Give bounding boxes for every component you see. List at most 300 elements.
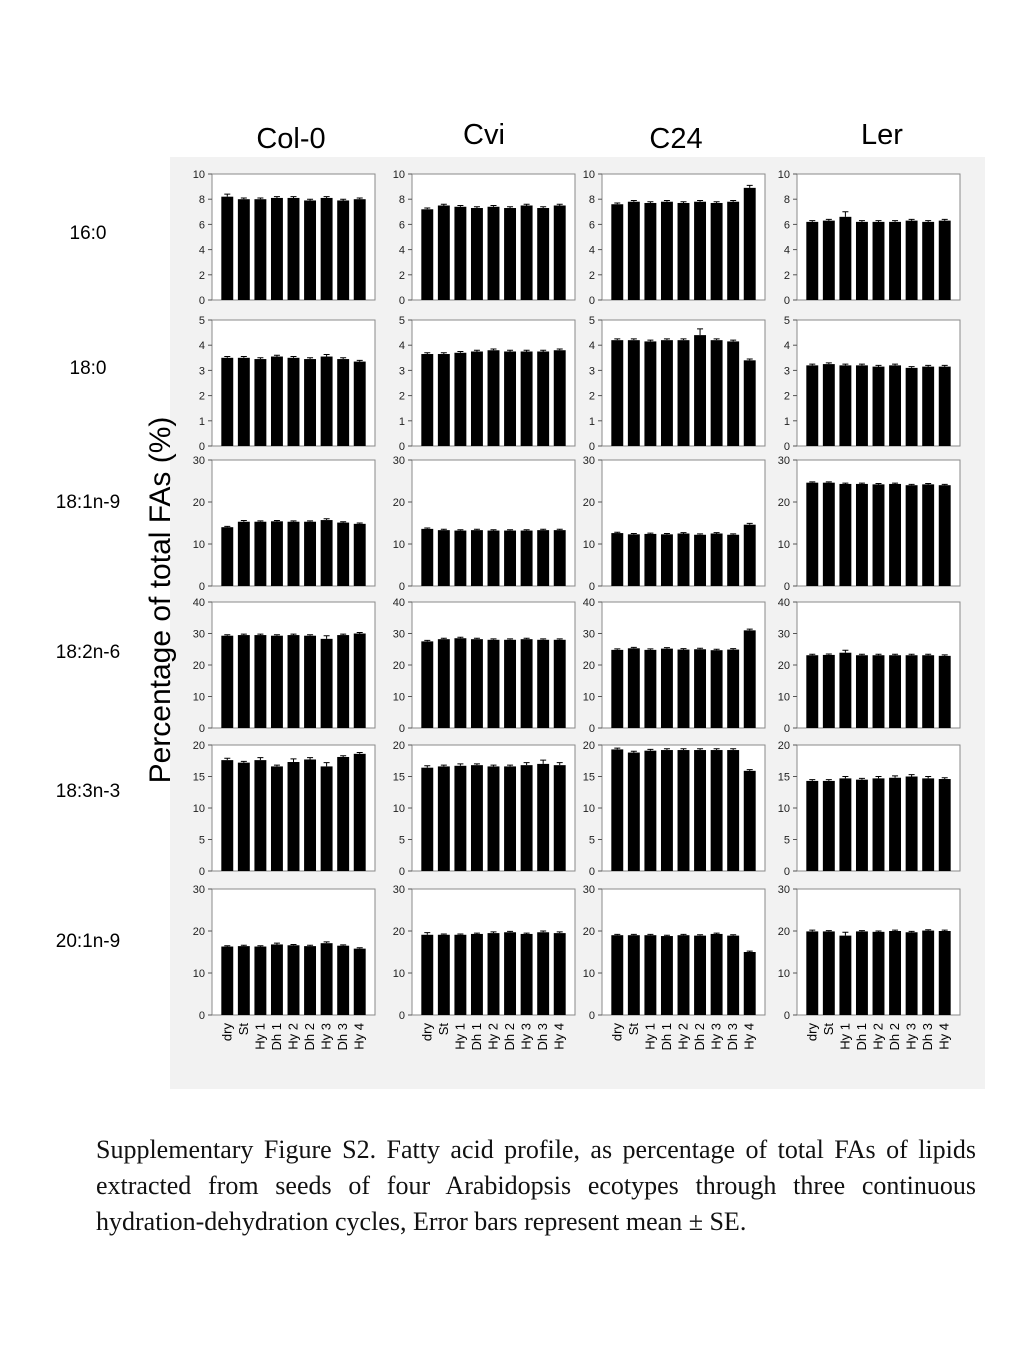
bar bbox=[644, 534, 656, 586]
y-tick-label: 10 bbox=[582, 539, 595, 551]
bar bbox=[521, 934, 533, 1015]
bar bbox=[856, 780, 868, 871]
bar bbox=[454, 207, 466, 300]
bar bbox=[839, 936, 851, 1015]
bar bbox=[644, 650, 656, 728]
y-tick-label: 20 bbox=[777, 497, 790, 509]
panel-ler-18-3n-3 bbox=[778, 740, 960, 878]
bar bbox=[628, 340, 640, 446]
bar bbox=[856, 655, 868, 728]
x-tick-label: St bbox=[435, 1023, 451, 1036]
ecotype-titles bbox=[256, 119, 903, 155]
y-tick-label: 30 bbox=[777, 455, 790, 467]
x-tick-label: Hy 3 bbox=[903, 1023, 919, 1050]
bar bbox=[421, 935, 433, 1015]
ecotype-title-cvi: Cvi bbox=[463, 119, 505, 151]
y-tick-label: 30 bbox=[392, 628, 405, 641]
bar bbox=[823, 483, 835, 586]
y-tick-label: 10 bbox=[192, 691, 205, 704]
y-tick-label: 5 bbox=[588, 315, 595, 327]
y-tick-label: 20 bbox=[777, 926, 790, 938]
bar bbox=[271, 198, 283, 300]
y-tick-label: 15 bbox=[392, 771, 405, 784]
bar bbox=[628, 202, 640, 300]
bar bbox=[271, 766, 283, 871]
panel-cvi-16-0 bbox=[393, 169, 575, 307]
x-tick-label: Dh 2 bbox=[887, 1023, 903, 1051]
bar bbox=[628, 753, 640, 871]
bar bbox=[922, 222, 934, 300]
x-tick-label: Dh 3 bbox=[725, 1023, 741, 1051]
bar bbox=[554, 933, 566, 1015]
bar bbox=[304, 522, 316, 586]
x-tick-label: Hy 3 bbox=[318, 1023, 334, 1050]
y-tick-label: 3 bbox=[398, 365, 405, 378]
y-tick-label: 5 bbox=[198, 315, 205, 327]
bar bbox=[906, 777, 918, 872]
y-tick-label: 30 bbox=[777, 628, 790, 641]
bar bbox=[711, 650, 723, 728]
y-tick-label: 1 bbox=[398, 415, 405, 428]
bar bbox=[906, 485, 918, 586]
y-tick-label: 10 bbox=[777, 691, 790, 704]
bar bbox=[678, 935, 690, 1015]
y-tick-label: 20 bbox=[582, 740, 595, 752]
bar bbox=[839, 484, 851, 586]
y-tick-label: 10 bbox=[392, 691, 405, 704]
y-tick-label: 2 bbox=[198, 269, 205, 282]
x-tick-label: Hy 2 bbox=[870, 1023, 886, 1050]
y-tick-label: 2 bbox=[398, 269, 405, 282]
panel-c24-18-3n-3 bbox=[583, 740, 765, 878]
bar bbox=[321, 198, 333, 300]
y-tick-label: 0 bbox=[783, 723, 790, 735]
y-tick-label: 0 bbox=[588, 866, 595, 878]
bar bbox=[711, 203, 723, 300]
panel-col-0-18-0 bbox=[199, 315, 375, 453]
y-tick-label: 20 bbox=[192, 497, 205, 509]
y-tick-label: 40 bbox=[582, 597, 595, 609]
bar bbox=[488, 640, 500, 728]
y-tick-label: 10 bbox=[392, 968, 405, 980]
y-tick-label: 40 bbox=[777, 597, 790, 609]
bar bbox=[727, 650, 739, 728]
bar bbox=[471, 530, 483, 586]
y-tick-label: 10 bbox=[392, 539, 405, 551]
x-tick-label: dry bbox=[609, 1023, 625, 1042]
bar bbox=[611, 935, 623, 1015]
x-tick-label: St bbox=[820, 1023, 836, 1036]
bar bbox=[354, 199, 366, 300]
bar bbox=[288, 762, 300, 871]
bar bbox=[806, 483, 818, 586]
bar bbox=[438, 530, 450, 586]
y-tick-label: 10 bbox=[582, 803, 595, 815]
panel-ler-20-1n-9 bbox=[778, 884, 960, 1050]
panel-cvi-18-1n-9 bbox=[393, 455, 575, 593]
x-tick-label: dry bbox=[419, 1023, 435, 1042]
bar bbox=[254, 635, 266, 728]
panel-ler-18-0 bbox=[784, 315, 960, 453]
bar bbox=[554, 530, 566, 586]
y-tick-label: 4 bbox=[588, 244, 595, 257]
x-tick-label: dry bbox=[219, 1023, 235, 1042]
figure-caption: Supplementary Figure S2. Fatty acid profile, as percentage of total FAs of lipids extracted from seeds of four Arabidopsis ecotypes through three continuous hydration-dehydration cycles, Error bars represent mean ± SE. bbox=[96, 1135, 976, 1236]
y-tick-label: 2 bbox=[198, 390, 205, 403]
bar bbox=[806, 931, 818, 1015]
bar bbox=[421, 209, 433, 300]
y-tick-label: 4 bbox=[398, 244, 405, 257]
bar bbox=[694, 202, 706, 300]
y-tick-label: 0 bbox=[783, 441, 790, 453]
y-tick-label: 0 bbox=[398, 866, 405, 878]
y-tick-label: 8 bbox=[398, 194, 405, 207]
y-tick-label: 5 bbox=[588, 834, 595, 847]
x-tick-label: dry bbox=[804, 1023, 820, 1042]
bar bbox=[221, 636, 233, 728]
bar bbox=[288, 358, 300, 446]
bar bbox=[611, 650, 623, 728]
bar bbox=[421, 529, 433, 586]
bar bbox=[711, 534, 723, 587]
bar bbox=[304, 200, 316, 300]
bar bbox=[521, 765, 533, 871]
bar bbox=[873, 655, 885, 728]
fatty-acid-label: 18:3n-3 bbox=[55, 781, 121, 802]
y-tick-label: 10 bbox=[192, 968, 205, 980]
bar bbox=[694, 649, 706, 728]
bar bbox=[221, 197, 233, 300]
bar bbox=[504, 208, 516, 300]
bar bbox=[504, 766, 516, 871]
y-tick-label: 20 bbox=[777, 740, 790, 752]
bar bbox=[939, 485, 951, 586]
bar bbox=[678, 203, 690, 300]
y-tick-label: 6 bbox=[198, 219, 205, 232]
bar bbox=[288, 635, 300, 728]
fatty-acid-label: 18:1n-9 bbox=[55, 492, 121, 513]
x-tick-label: Dh 2 bbox=[302, 1023, 318, 1051]
bar bbox=[922, 931, 934, 1015]
y-tick-label: 10 bbox=[777, 803, 790, 815]
panel-c24-20-1n-9 bbox=[583, 884, 765, 1050]
bar bbox=[321, 943, 333, 1015]
x-tick-label: St bbox=[235, 1023, 251, 1036]
y-tick-label: 4 bbox=[198, 244, 205, 257]
y-tick-label: 6 bbox=[398, 219, 405, 232]
panel-col-0-20-1n-9 bbox=[193, 884, 375, 1050]
bar bbox=[661, 202, 673, 300]
panel-c24-18-1n-9 bbox=[583, 455, 765, 593]
y-tick-label: 0 bbox=[198, 441, 205, 453]
y-tick-label: 5 bbox=[783, 834, 790, 847]
bar bbox=[744, 360, 756, 446]
bar bbox=[438, 766, 450, 871]
panel-ler-18-1n-9 bbox=[778, 455, 960, 593]
bar bbox=[922, 655, 934, 728]
panel-cvi-18-0 bbox=[399, 315, 575, 453]
bar bbox=[711, 934, 723, 1015]
y-tick-label: 10 bbox=[582, 691, 595, 704]
y-tick-label: 0 bbox=[198, 1010, 205, 1022]
x-tick-label: Hy 2 bbox=[485, 1023, 501, 1050]
bar bbox=[254, 522, 266, 586]
y-tick-label: 40 bbox=[392, 597, 405, 609]
y-tick-label: 15 bbox=[192, 771, 205, 784]
x-tick-label: Hy 1 bbox=[252, 1023, 268, 1050]
y-tick-label: 10 bbox=[582, 169, 595, 181]
bar bbox=[238, 635, 250, 728]
bar bbox=[694, 750, 706, 871]
bar bbox=[354, 634, 366, 729]
bar bbox=[873, 484, 885, 586]
y-tick-label: 1 bbox=[783, 415, 790, 428]
y-tick-label: 5 bbox=[398, 315, 405, 327]
bar bbox=[504, 531, 516, 586]
x-tick-label: St bbox=[625, 1023, 641, 1036]
bar bbox=[856, 365, 868, 446]
y-tick-label: 1 bbox=[198, 415, 205, 428]
y-tick-label: 4 bbox=[198, 340, 205, 353]
y-tick-label: 40 bbox=[192, 597, 205, 609]
bar bbox=[889, 931, 901, 1015]
bar bbox=[644, 751, 656, 871]
bar bbox=[873, 778, 885, 871]
bar bbox=[873, 222, 885, 300]
bar bbox=[221, 358, 233, 446]
bar bbox=[939, 779, 951, 871]
bar bbox=[694, 535, 706, 586]
y-tick-label: 10 bbox=[392, 803, 405, 815]
y-tick-label: 4 bbox=[588, 340, 595, 353]
y-tick-label: 0 bbox=[783, 295, 790, 307]
bar bbox=[354, 949, 366, 1015]
bar bbox=[304, 636, 316, 728]
bar bbox=[304, 359, 316, 446]
y-tick-label: 10 bbox=[777, 968, 790, 980]
ecotype-title-c24: C24 bbox=[649, 123, 703, 155]
bar bbox=[238, 522, 250, 586]
bar bbox=[727, 341, 739, 446]
x-tick-label: Dh 3 bbox=[535, 1023, 551, 1051]
y-axis-label: Percentage of total FAs (%) bbox=[144, 416, 177, 784]
bar bbox=[504, 932, 516, 1015]
bar bbox=[271, 357, 283, 446]
bar bbox=[304, 759, 316, 871]
bar bbox=[727, 535, 739, 586]
bar bbox=[823, 364, 835, 446]
bar bbox=[454, 766, 466, 871]
bar bbox=[537, 208, 549, 300]
bar bbox=[238, 199, 250, 300]
bar bbox=[254, 199, 266, 300]
y-tick-label: 2 bbox=[783, 390, 790, 403]
x-tick-label: Dh 3 bbox=[920, 1023, 936, 1051]
bar bbox=[889, 484, 901, 586]
x-tick-label: Hy 4 bbox=[351, 1023, 367, 1050]
bar bbox=[238, 946, 250, 1015]
panel-cvi-20-1n-9 bbox=[393, 884, 575, 1050]
x-tick-label: Hy 2 bbox=[285, 1023, 301, 1050]
y-tick-label: 10 bbox=[192, 169, 205, 181]
fatty-acid-label: 20:1n-9 bbox=[55, 931, 121, 952]
bar bbox=[288, 522, 300, 586]
y-tick-label: 20 bbox=[192, 740, 205, 752]
y-tick-label: 30 bbox=[582, 884, 595, 896]
bar bbox=[354, 754, 366, 871]
y-tick-label: 2 bbox=[398, 390, 405, 403]
bar bbox=[922, 484, 934, 586]
x-tick-label: Hy 4 bbox=[551, 1023, 567, 1050]
bar bbox=[661, 936, 673, 1015]
bar bbox=[521, 531, 533, 586]
y-tick-label: 4 bbox=[783, 340, 790, 353]
y-tick-label: 10 bbox=[777, 169, 790, 181]
bar bbox=[644, 341, 656, 446]
y-tick-label: 6 bbox=[588, 219, 595, 232]
y-tick-label: 8 bbox=[588, 194, 595, 207]
y-tick-label: 0 bbox=[588, 295, 595, 307]
bar bbox=[488, 350, 500, 446]
bar bbox=[337, 359, 349, 446]
y-tick-label: 0 bbox=[588, 723, 595, 735]
bar bbox=[304, 946, 316, 1015]
bar bbox=[288, 198, 300, 300]
y-tick-label: 15 bbox=[777, 771, 790, 784]
bar bbox=[271, 521, 283, 586]
bar bbox=[661, 750, 673, 871]
x-tick-label: Dh 2 bbox=[692, 1023, 708, 1051]
bar bbox=[839, 778, 851, 871]
y-tick-label: 3 bbox=[588, 365, 595, 378]
bar bbox=[554, 640, 566, 728]
y-tick-label: 0 bbox=[198, 723, 205, 735]
bar bbox=[727, 936, 739, 1015]
bar bbox=[337, 635, 349, 728]
bar bbox=[354, 362, 366, 446]
y-tick-label: 15 bbox=[582, 771, 595, 784]
bar bbox=[537, 530, 549, 586]
y-tick-label: 10 bbox=[192, 803, 205, 815]
bar bbox=[727, 750, 739, 871]
bar bbox=[454, 638, 466, 728]
bar bbox=[939, 656, 951, 728]
bar bbox=[906, 368, 918, 446]
y-tick-label: 30 bbox=[192, 628, 205, 641]
bar bbox=[537, 640, 549, 728]
y-tick-label: 5 bbox=[198, 834, 205, 847]
bar bbox=[471, 639, 483, 728]
panel-ler-18-2n-6 bbox=[778, 597, 960, 735]
bar bbox=[521, 639, 533, 728]
bar bbox=[438, 639, 450, 728]
bar bbox=[354, 524, 366, 586]
x-tick-label: Hy 3 bbox=[708, 1023, 724, 1050]
x-tick-label: Dh 1 bbox=[658, 1023, 674, 1051]
bar bbox=[488, 766, 500, 871]
bar bbox=[856, 484, 868, 586]
bar bbox=[288, 945, 300, 1015]
bar bbox=[823, 931, 835, 1015]
bar bbox=[644, 935, 656, 1015]
x-tick-label: Hy 4 bbox=[936, 1023, 952, 1050]
bar bbox=[321, 520, 333, 586]
bar bbox=[678, 750, 690, 871]
bar bbox=[661, 534, 673, 586]
y-tick-label: 0 bbox=[398, 723, 405, 735]
bar bbox=[221, 760, 233, 871]
bar bbox=[661, 649, 673, 728]
bar bbox=[711, 750, 723, 871]
y-tick-label: 30 bbox=[392, 455, 405, 467]
y-tick-label: 20 bbox=[192, 926, 205, 938]
bar bbox=[488, 531, 500, 586]
bar bbox=[438, 206, 450, 301]
bar bbox=[554, 765, 566, 871]
fatty-acid-label: 18:2n-6 bbox=[55, 642, 121, 663]
bar bbox=[644, 203, 656, 300]
bar bbox=[221, 527, 233, 586]
bar bbox=[906, 932, 918, 1015]
panel-c24-16-0 bbox=[583, 169, 765, 307]
y-tick-label: 3 bbox=[783, 365, 790, 378]
bar bbox=[806, 655, 818, 728]
bar bbox=[678, 650, 690, 728]
bar bbox=[939, 221, 951, 300]
x-tick-label: Dh 3 bbox=[335, 1023, 351, 1051]
bar bbox=[889, 222, 901, 300]
bar bbox=[922, 367, 934, 446]
x-tick-label: Hy 1 bbox=[837, 1023, 853, 1050]
y-tick-label: 0 bbox=[398, 295, 405, 307]
y-tick-label: 2 bbox=[783, 269, 790, 282]
bar bbox=[694, 335, 706, 446]
x-tick-label: Hy 4 bbox=[741, 1023, 757, 1050]
bar bbox=[806, 365, 818, 446]
bar bbox=[678, 340, 690, 446]
bar bbox=[521, 206, 533, 301]
y-tick-label: 20 bbox=[392, 660, 405, 672]
y-tick-label: 20 bbox=[582, 660, 595, 672]
bar bbox=[504, 640, 516, 728]
y-tick-label: 3 bbox=[198, 365, 205, 378]
bar bbox=[889, 778, 901, 871]
bar bbox=[554, 350, 566, 446]
bar bbox=[856, 931, 868, 1015]
y-tick-label: 6 bbox=[783, 219, 790, 232]
bar bbox=[337, 523, 349, 586]
panel-cvi-18-2n-6 bbox=[393, 597, 575, 735]
y-tick-label: 4 bbox=[783, 244, 790, 257]
bar bbox=[471, 934, 483, 1015]
bar bbox=[254, 760, 266, 871]
y-tick-label: 4 bbox=[398, 340, 405, 353]
y-tick-label: 30 bbox=[777, 884, 790, 896]
panel-col-0-16-0 bbox=[193, 169, 375, 307]
bar bbox=[628, 534, 640, 586]
bar bbox=[537, 932, 549, 1015]
bar bbox=[839, 653, 851, 728]
y-tick-label: 30 bbox=[192, 455, 205, 467]
bar bbox=[271, 944, 283, 1015]
bar bbox=[628, 648, 640, 728]
bar bbox=[906, 221, 918, 300]
bar bbox=[321, 357, 333, 446]
bar bbox=[421, 354, 433, 446]
y-tick-label: 0 bbox=[398, 441, 405, 453]
fatty-acid-label: 18:0 bbox=[69, 358, 107, 379]
bar bbox=[661, 340, 673, 446]
